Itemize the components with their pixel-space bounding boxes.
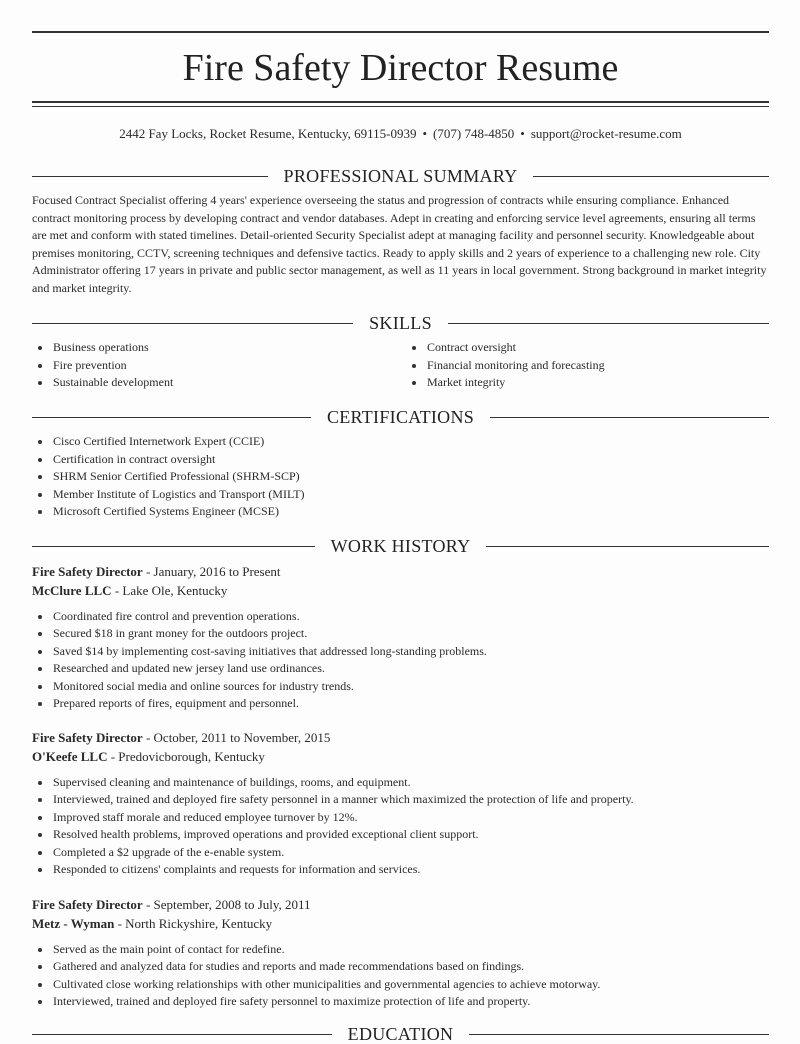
contact-separator: • xyxy=(422,126,428,141)
job-title-line xyxy=(32,896,769,914)
page-title: Fire Safety Director Resume xyxy=(182,47,619,89)
heading-professional-summary xyxy=(32,166,769,186)
job-bullet: Interviewed, trained and deployed fire safety personnel to maximize protection of life and property. xyxy=(32,993,769,1011)
heading-text: SKILLS xyxy=(369,313,432,333)
job-title-line xyxy=(32,729,769,747)
job-bullet: Improved staff morale and reduced employee turnover by 12%. xyxy=(32,809,769,827)
job-title: Fire Safety Director xyxy=(32,564,143,579)
job-location: - Predovicborough, Kentucky xyxy=(107,748,265,764)
certification-item: Member Institute of Logistics and Transport (MILT) xyxy=(32,486,769,504)
heading-text: PROFESSIONAL SUMMARY xyxy=(283,166,518,186)
top-rule xyxy=(32,31,769,33)
heading-rule xyxy=(490,417,769,418)
contact-phone: (707) 748-4850 xyxy=(433,126,515,141)
job-bullet: Coordinated fire control and prevention operations. xyxy=(32,608,769,626)
heading-skills xyxy=(32,313,769,333)
job-bullet: Completed a $2 upgrade of the e-enable system. xyxy=(32,844,769,862)
contact-address: 2442 Fay Locks, Rocket Resume, Kentucky, 69115-0939 xyxy=(119,126,417,141)
contact-email: support@rocket-resume.com xyxy=(530,126,682,141)
heading-rule xyxy=(486,546,769,547)
job-company: Metz - Wyman xyxy=(32,915,115,931)
title-rule-thin xyxy=(32,106,769,107)
job-bullet: Researched and updated new jersey land use ordinances. xyxy=(32,660,769,678)
job-entry xyxy=(32,563,769,713)
skills-list-right xyxy=(406,339,769,392)
certification-item: SHRM Senior Certified Professional (SHRM-SCP) xyxy=(32,468,769,486)
skill-item: Financial monitoring and forecasting xyxy=(406,357,769,375)
heading-rule xyxy=(469,1034,769,1035)
certification-item: Microsoft Certified Systems Engineer (MCSE) xyxy=(32,503,769,521)
job-location: - North Rickyshire, Kentucky xyxy=(114,915,273,931)
job-bullet: Cultivated close working relationships with other municipalities and governmental agencies to achieve motorway. xyxy=(32,976,769,994)
job-dates: - September, 2008 to July, 2011 xyxy=(142,897,311,912)
job-title: Fire Safety Director xyxy=(32,897,143,912)
job-company-line xyxy=(32,748,769,766)
job-entry xyxy=(32,896,769,1011)
job-bullets xyxy=(32,941,769,1011)
job-bullet: Interviewed, trained and deployed fire safety personnel in a manner which maximized the protection of life and property. xyxy=(32,791,769,809)
job-bullets xyxy=(32,774,769,880)
contact-separator: • xyxy=(520,126,525,141)
skill-item: Sustainable development xyxy=(32,374,402,392)
title-rule-thick xyxy=(32,101,769,103)
heading-rule xyxy=(448,323,769,324)
heading-rule xyxy=(32,176,268,177)
heading-education xyxy=(32,1024,769,1044)
skills-list-left xyxy=(32,339,402,392)
job-company: McClure LLC xyxy=(32,582,112,598)
job-title: Fire Safety Director xyxy=(32,730,143,745)
skill-item: Fire prevention xyxy=(32,357,402,375)
heading-text: CERTIFICATIONS xyxy=(326,407,475,427)
job-title-line xyxy=(32,563,769,581)
heading-rule xyxy=(32,546,315,547)
job-bullet: Saved $14 by implementing cost-saving initiatives that addressed long-standing problems. xyxy=(32,643,769,661)
job-company-line xyxy=(32,582,769,600)
heading-certifications xyxy=(32,407,769,427)
job-bullets xyxy=(32,608,769,714)
job-bullet: Resolved health problems, improved operations and provided exceptional client support. xyxy=(32,826,769,844)
job-dates: - October, 2011 to November, 2015 xyxy=(142,730,331,745)
heading-rule xyxy=(533,176,769,177)
job-company: O'Keefe LLC xyxy=(32,748,108,764)
heading-work-history xyxy=(32,536,769,556)
job-location: - Lake Ole, Kentucky xyxy=(111,582,228,598)
skill-item: Contract oversight xyxy=(406,339,769,357)
certification-item: Certification in contract oversight xyxy=(32,451,769,469)
job-bullet: Responded to citizens' complaints and requests for information and services. xyxy=(32,861,769,879)
job-dates: - January, 2016 to Present xyxy=(142,564,281,579)
skill-item: Market integrity xyxy=(406,374,769,392)
job-bullet: Monitored social media and online sources for industry trends. xyxy=(32,678,769,696)
skill-item: Business operations xyxy=(32,339,402,357)
heading-text: WORK HISTORY xyxy=(330,536,471,556)
heading-rule xyxy=(32,1034,332,1035)
job-bullet: Prepared reports of fires, equipment and personnel. xyxy=(32,695,769,713)
job-bullet: Secured $18 in grant money for the outdoors project. xyxy=(32,625,769,643)
job-entry xyxy=(32,729,769,879)
job-company-line xyxy=(32,915,769,933)
job-bullet: Gathered and analyzed data for studies and reports and made recommendations based on findings. xyxy=(32,958,769,976)
certification-item: Cisco Certified Internetwork Expert (CCIE) xyxy=(32,433,769,451)
heading-rule xyxy=(32,417,311,418)
certifications-list xyxy=(32,433,769,521)
heading-rule xyxy=(32,323,353,324)
resume-page xyxy=(32,0,769,1044)
summary-paragraph: Focused Contract Specialist offering 4 years' experience overseeing the status and progression of contracts while ensuring compliance. Enhanced contract monitoring process by developing contract and vendor databases. Adept in creating and enforcing service level agreements, ensuring all terms are met and conform with stated timelines. Detail-oriented Security Specialist adept at managing facility and personnel security. Knowledgeable about premises monitoring, CCTV, screening techniques and defensive tactics. Ready to apply skills and 2 years of experience to a challenging new role. City Administrator offering 17 years in private and public sector management, as well as 11 years in local government. Strong background in market integrity and market integrity. xyxy=(32,193,767,295)
contact-line xyxy=(32,126,769,142)
heading-text: EDUCATION xyxy=(347,1024,454,1044)
job-bullet: Served as the main point of contact for redefine. xyxy=(32,941,769,959)
job-bullet: Supervised cleaning and maintenance of buildings, rooms, and equipment. xyxy=(32,774,769,792)
